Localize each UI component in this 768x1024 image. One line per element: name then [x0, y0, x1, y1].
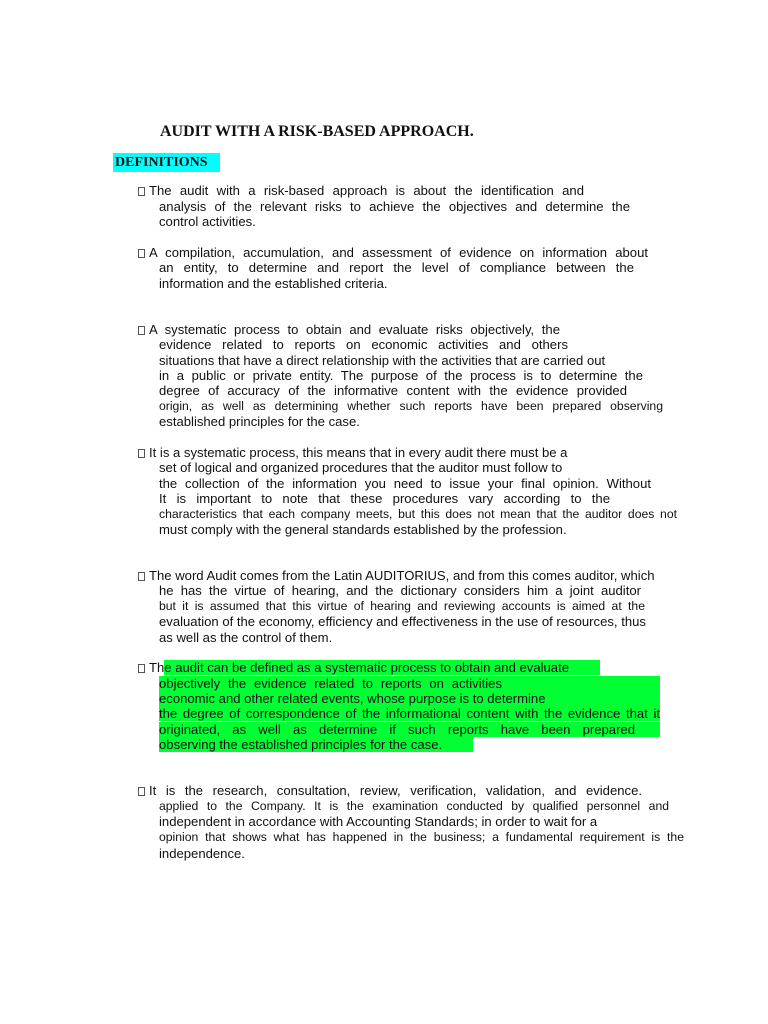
- item-line: applied to the Company. It is the examination conducted by qualified personnel and: [159, 799, 669, 813]
- bullet-icon: [138, 787, 145, 796]
- item-line: The audit with a risk-based approach is about the identification and: [138, 183, 584, 198]
- item-line: It is a systematic process, this means that in every audit there must be a: [138, 445, 567, 460]
- bullet-icon: [138, 249, 145, 258]
- item-line: independent in accordance with Accounting Standards; in order to wait for a: [159, 814, 598, 829]
- item-line: established principles for the case.: [159, 414, 360, 429]
- item-line: must comply with the general standards established by the profession.: [159, 522, 567, 537]
- highlighted-text: e audit can be defined as a systematic process to obtain and evaluate: [164, 660, 600, 675]
- bullet-icon: [138, 449, 145, 458]
- bullet-icon: [138, 187, 145, 196]
- item-line: set of logical and organized procedures that the auditor must follow to: [159, 460, 563, 475]
- item-line: analysis of the relevant risks to achieve the objectives and determine the: [159, 199, 630, 214]
- highlighted-line: originated, as well as determine if such reports have been prepared: [159, 722, 660, 737]
- item-line: origin, as well as determining whether such reports have been prepared observing: [159, 399, 663, 413]
- item-line: The word Audit comes from the Latin AUDITORIUS, and from this comes auditor, which: [138, 568, 655, 583]
- item-line: in a public or private entity. The purpose of the process is to determine the: [159, 368, 643, 383]
- highlighted-line: objectively the evidence related to reports on activities: [159, 676, 660, 691]
- item-line: The audit can be defined as a systematic process to obtain and evaluate: [138, 660, 600, 675]
- item-line: characteristics that each company meets, but this does not mean that the auditor does not: [159, 507, 677, 521]
- item-line: A compilation, accumulation, and assessment of evidence on information about: [138, 245, 648, 260]
- bullet-icon: [138, 572, 145, 581]
- item-line: the collection of the information you need to issue your final opinion. Without: [159, 476, 651, 491]
- document-title: AUDIT WITH A RISK-BASED APPROACH.: [160, 123, 474, 140]
- bullet-icon: [138, 664, 145, 673]
- item-line: control activities.: [159, 214, 256, 229]
- item-line: he has the virtue of hearing, and the dictionary considers him a joint auditor: [159, 583, 641, 598]
- item-line: information and the established criteria.: [159, 276, 388, 291]
- highlighted-line: observing the established principles for the case.: [159, 737, 473, 752]
- item-line: It is important to note that these procedures vary according to the: [159, 491, 610, 506]
- item-line: A systematic process to obtain and evaluate risks objectively, the: [138, 322, 560, 337]
- item-line: evaluation of the economy, efficiency and effectiveness in the use of resources, thus: [159, 614, 646, 629]
- item-line: an entity, to determine and report the level of compliance between the: [159, 260, 634, 275]
- bullet-icon: [138, 326, 145, 335]
- item-line: independence.: [159, 846, 245, 861]
- item-line: evidence related to reports on economic activities and others: [159, 337, 568, 352]
- item-line: situations that have a direct relationship with the activities that are carried out: [159, 353, 606, 368]
- item-line: degree of accuracy of the informative content with the evidence provided: [159, 383, 627, 398]
- item-line: It is the research, consultation, review, verification, validation, and evidence.: [138, 783, 642, 798]
- highlighted-line: the degree of correspondence of the informational content with the evidence that it: [159, 706, 660, 721]
- highlighted-line: economic and other related events, whose purpose is to determine: [159, 691, 660, 706]
- item-line: opinion that shows what has happened in the business; a fundamental requirement is the: [159, 830, 684, 844]
- definitions-heading: DEFINITIONS: [113, 153, 220, 172]
- item-line: but it is assumed that this virtue of hearing and reviewing accounts is aimed at the: [159, 599, 645, 613]
- item-line: as well as the control of them.: [159, 630, 333, 645]
